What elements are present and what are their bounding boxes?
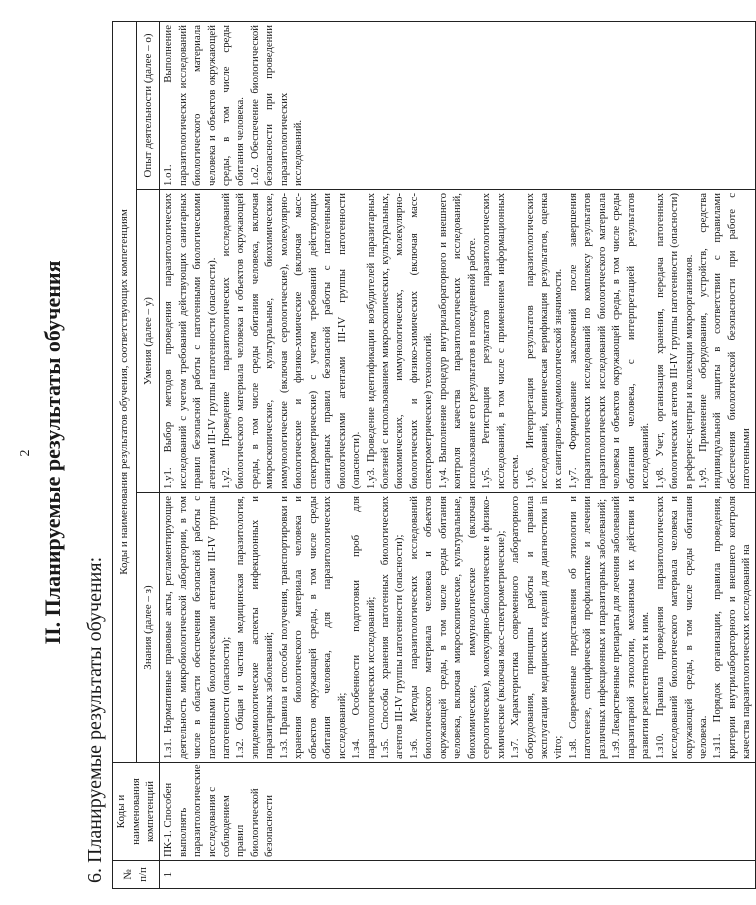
list-item: 1.у5. Регистрация результатов паразитологических исследований, в том числе с применением информационных систем.: [480, 193, 522, 489]
learning-outcomes-table: [112, 21, 756, 889]
list-item: 1.о2. Обеспечение биологической безопасности при проведении паразитологических исследований.: [248, 25, 305, 186]
experience-cell: [160, 22, 756, 190]
knowledge-cell: [160, 493, 756, 763]
list-item: 1.у4. Выполнение процедур внутрилабораторного и внешнего контроля качества паразитологических исследований, использование его результатов в повседневной работе.: [436, 193, 478, 489]
list-item: 1.з1. Нормативные правовые акты, регламентирующие деятельность микробиологической лаборатории, в том числе в области обеспечения безопасной работы с патогенными биологическими агентами III-IV группы патогенности (опасности);: [162, 496, 233, 759]
list-item: 1.з2. Общая и частная медицинская паразитология, эпидемиологические аспекты инфекционных и паразитарных заболеваний;: [234, 496, 276, 759]
document-title: II. Планируемые результаты обучения: [40, 260, 65, 645]
row-number: 1: [160, 861, 756, 889]
list-item: 1.у6. Интерпретация результатов паразитологических исследований, клиническая верификация результатов, оценка их санитарно-эпидемиологической значимости.: [523, 193, 565, 489]
header-skills: Умения (далее – у): [136, 190, 160, 493]
header-num: № п/п: [113, 861, 160, 889]
header-knowledge: Знания (далее – з): [136, 493, 160, 763]
list-item: 1.з9. Лекарственные препараты для лечения заболеваний паразитарной этиологии, механизмы их действия и развития резистентности к ним.: [610, 496, 652, 759]
list-item: 1.з4. Особенности подготовки проб для паразитологических исследований;: [350, 496, 377, 759]
list-item: 1.з3. Правила и способы получения, транспортировки и хранения биологического материала человека и объектов окружающей среды, в том числе среды обитания человека, для паразитологических исследований;: [277, 496, 348, 759]
list-item: 1.у8. Учет, организация хранения, передача патогенных биологических агентов III-IV группы патогенности (опасности) в референс-центры и коллекции микроорганизмов.: [653, 193, 695, 489]
list-item: 1.у1. Выбор методов проведения паразитологических исследований с учетом требований действующих санитарных правил безопасной работы с патогенными биологическими агентами III-IV группы патогенности (опасности).: [162, 193, 218, 489]
header-experience: Опыт деятельности (далее – о): [136, 22, 160, 190]
list-item: 1.з11. Порядок организации, правила проведения, критерии внутрилабораторного и внешнего контроля качества паразитологических исследований на: [711, 496, 753, 759]
competence-cell: ПК-1. Способен выполнять паразитологические исследования с соблюдением правил биологической безопасности: [160, 763, 756, 861]
list-item: 1.у9. Применение оборудования, устройств, средства индивидуальной защиты в соответствии с правилами обеспечения биологической безопасности при работе с патогенными: [696, 193, 753, 489]
skills-cell: [160, 190, 756, 493]
table-row: [160, 22, 756, 889]
list-item: 1.з6. Методы паразитологических исследований биологического материала человека и объектов окружающей среды, в том числе среды обитания человека, включая микроскопические, культуральные, биохимические, иммунологические (включая серологические), молекулярно-биологические и физико-химические (включая масс-спектрометрические);: [407, 496, 507, 759]
list-item: 1.з10. Правила проведения паразитологических исследований биологического материала человека и окружающей среды, в том числе среды обитания человека.: [653, 496, 709, 759]
list-item: 1.з7. Характеристика современного лабораторного оборудования, принципы работы и правила эксплуатации медицинских изделий для диагностики in vitro;: [509, 496, 565, 759]
page-number: 2: [18, 449, 33, 457]
section-heading: 6. Планируемые результаты обучения:: [84, 556, 106, 883]
list-item: 1.у2. Проведение паразитологических исследований биологического материала человека и объектов окружающей среды, в том числе среды обитания человека, включая микроскопические, культуральные, биохимические, иммунологические (включая серологические), молекулярно-биологические и физико-химические (включая масс-спектрометрические) с учетом требований действующих санитарных правил безопасной работы с патогенными биологическими агентами III-IV группы патогенности (опасности).: [220, 193, 363, 489]
list-item: 1.у3. Проведение идентификации возбудителей паразитарных болезней с использованием микроскопических, культуральных, биохимических, иммунологических, молекулярно-биологических и физико-химических (включая масс-спектрометрические) технологий.: [364, 193, 435, 489]
list-item: 1.у7. Формирование заключений после завершения паразитологических исследований по комплексу результатов паразитологических исследований биологического материала человека и объектов окружающей среды, в том числе среды обитания человека, с интерпретацией результатов исследований.: [566, 193, 652, 489]
header-results-group: Коды и наименования результатов обучения, соответствующих компетенциям: [113, 22, 137, 763]
list-item: 1.о1. Выполнение паразитологических исследований биологического материала человека и объектов окружающей среды, в том числе среды обитания человека.: [162, 25, 247, 186]
header-competence-code: Коды и наименования компетенций: [113, 763, 160, 861]
list-item: 1.з5. Способы хранения патогенных биологических агентов III-IV группы патогенности (опасности);: [379, 496, 406, 759]
list-item: 1.з8. Современные представления об этиологии и патогенезе, специфической профилактике и лечении различных инфекционных и паразитарных заболеваний;: [566, 496, 608, 759]
